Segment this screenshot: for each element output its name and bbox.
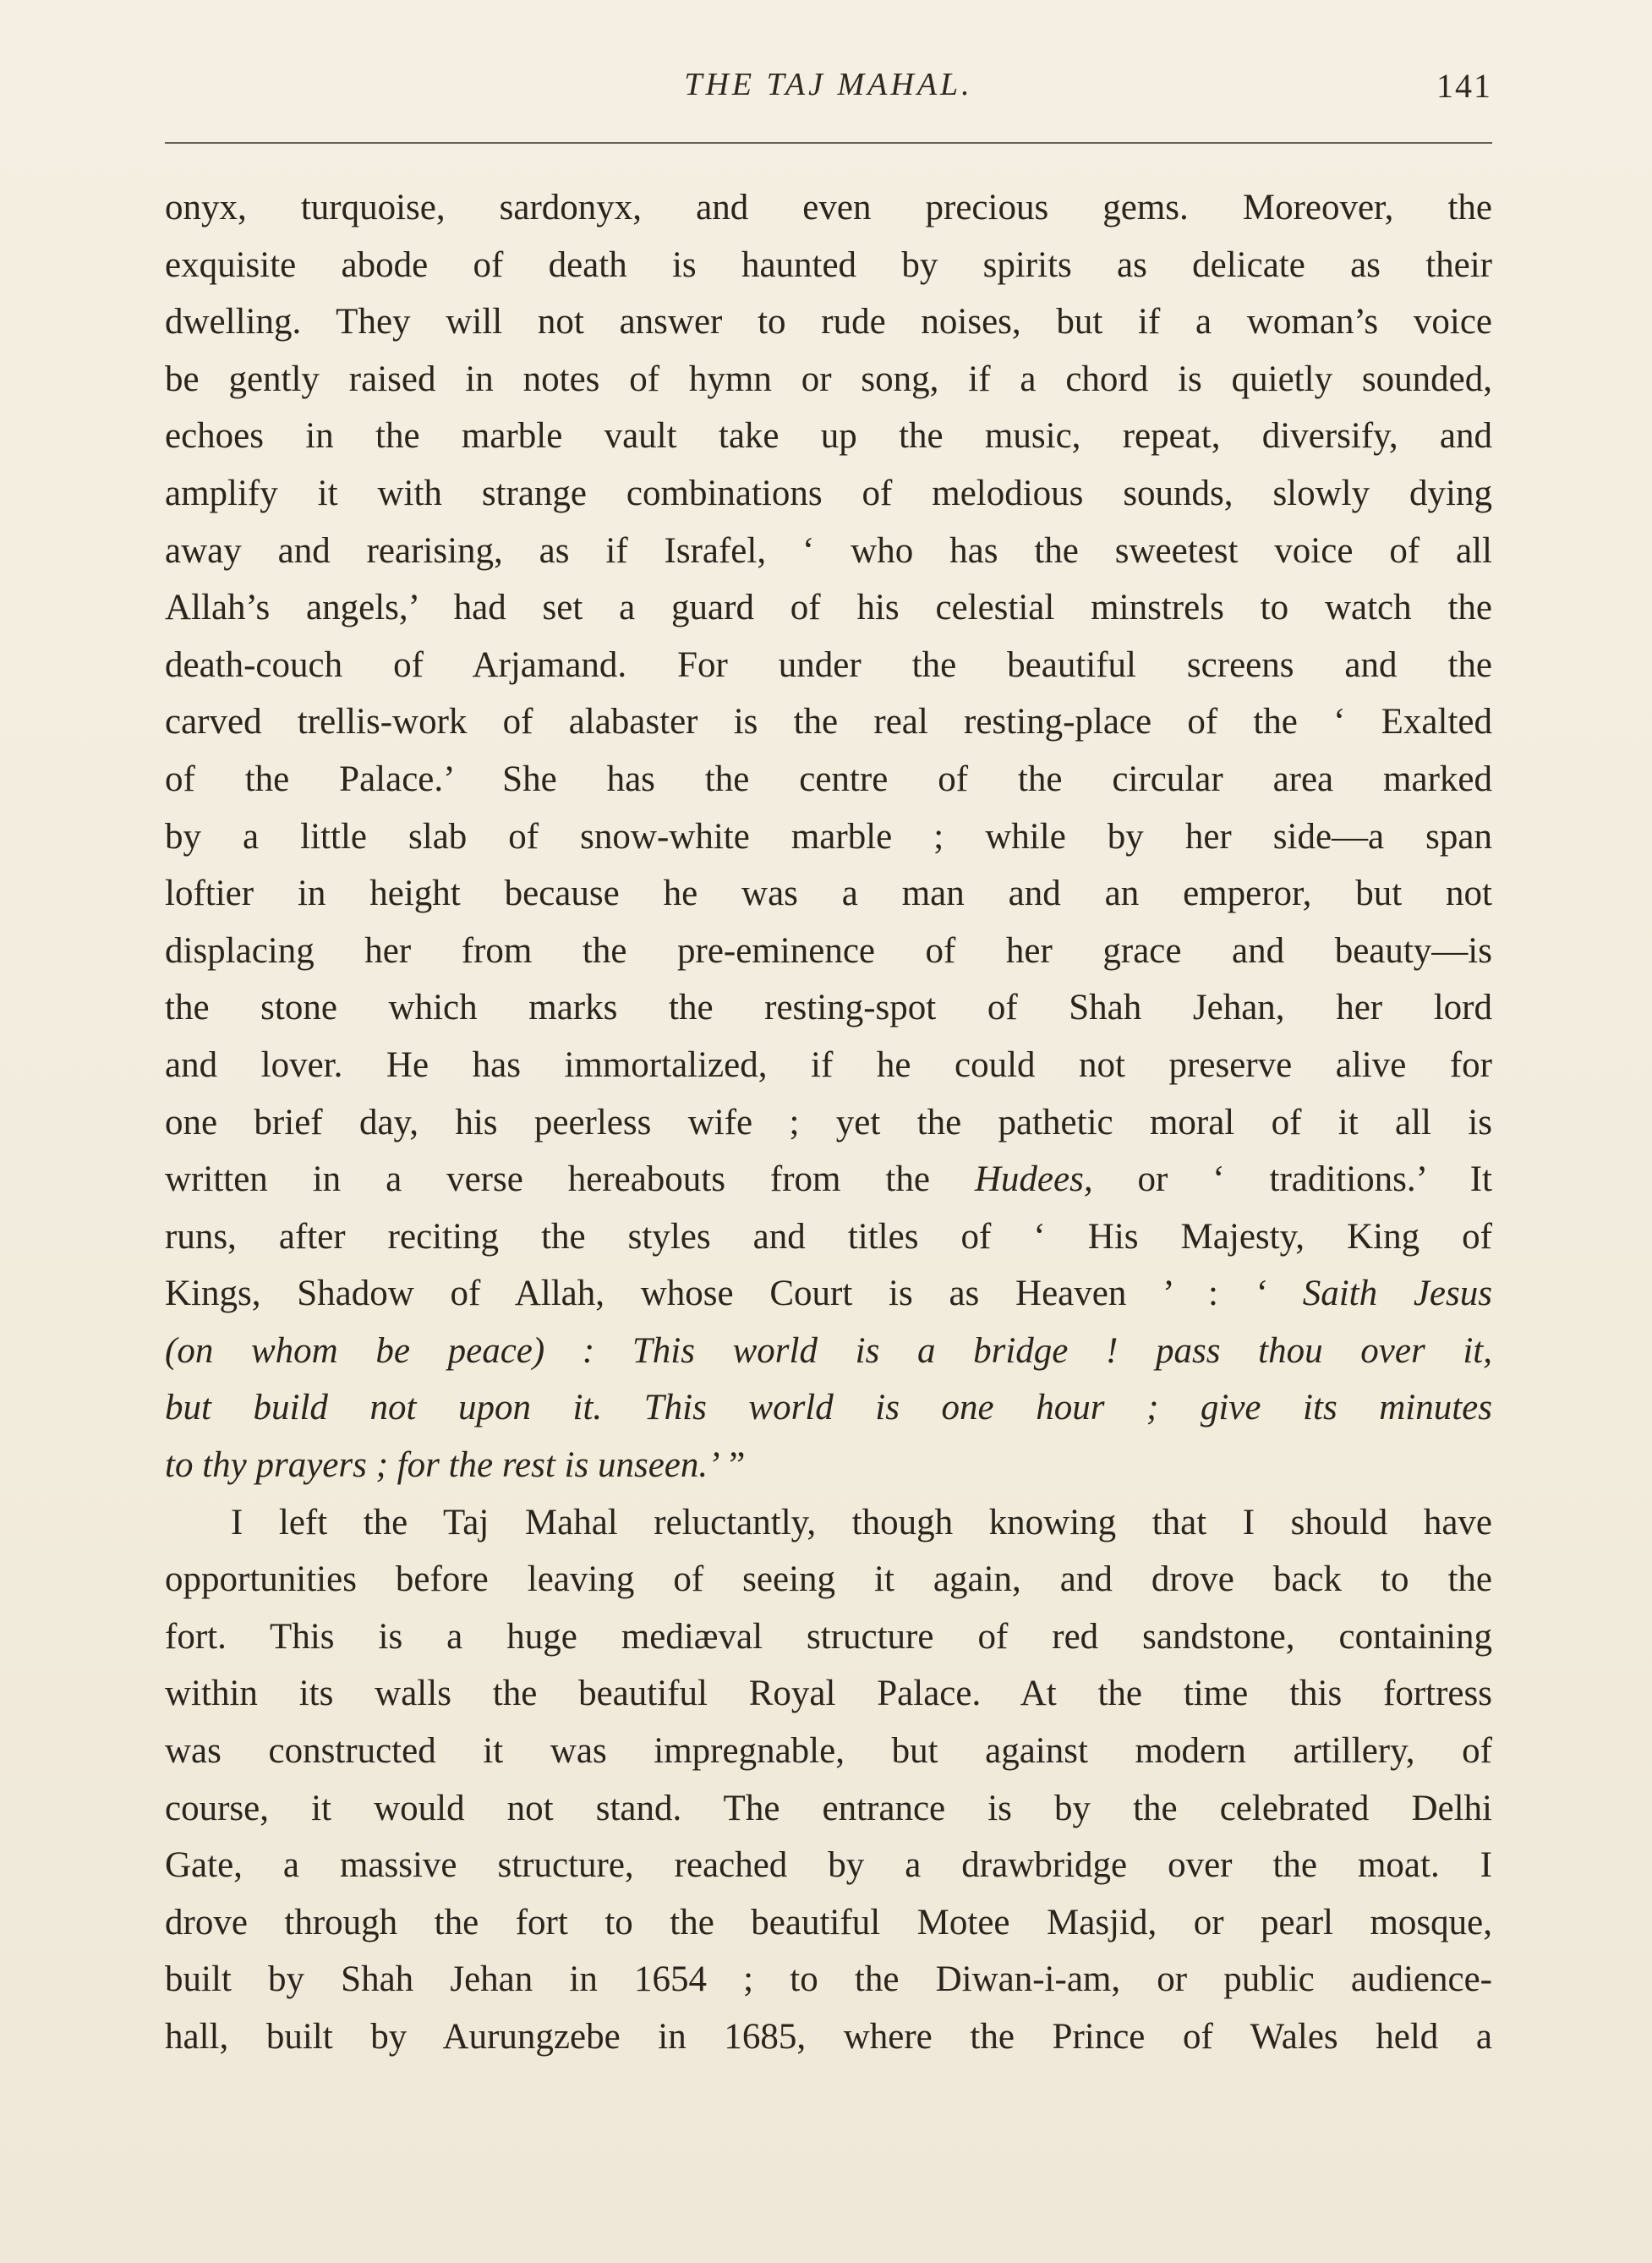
italic-quote: ‘ Saith Jesus: [1254, 1274, 1492, 1314]
text-line: be gently raised in notes of hymn or song, if a chord is quietly sounded,: [165, 359, 1492, 399]
text-line: of the Palace.’ She has the centre of the circular area marked: [165, 759, 1492, 799]
text-line: onyx, turquoise, sardonyx, and even precious gems. Moreover, the: [165, 188, 1492, 227]
text-span: written in a verse hereabouts from the: [165, 1159, 975, 1200]
text-line: loftier in height because he was a man and an emperor, but not: [165, 874, 1492, 914]
italic-quote: (on whom be peace) : This world is a bridge ! pass thou over it,: [165, 1330, 1492, 1371]
text-line: [165, 1151, 1492, 1208]
text-line: echoes in the marble vault take up the music, repeat, diversify, and: [165, 416, 1492, 457]
text-line: [165, 1437, 1492, 1494]
text-line: [165, 1379, 1492, 1437]
text-line: opportunities before leaving of seeing it again, and drove back to the: [165, 1559, 1492, 1600]
text-line: and lover. He has immortalized, if he could not preserve alive for: [165, 1044, 1492, 1085]
text-line: within its walls the beautiful Royal Palace. At the time this fortress: [165, 1674, 1492, 1714]
text-line: Gate, a massive structure, reached by a drawbridge over the moat. I: [165, 1845, 1492, 1886]
text-line: exquisite abode of death is haunted by spirits as delicate as their: [165, 244, 1492, 285]
text-line: [165, 1323, 1492, 1380]
italic-quote: to thy prayers ; for the rest is unseen.’: [165, 1445, 720, 1486]
body-text: [165, 179, 1492, 2066]
text-line: fort. This is a huge mediæval structure of red sandstone, containing: [165, 1616, 1492, 1657]
text-line: course, it would not stand. The entrance is by the celebrated Delhi: [165, 1788, 1492, 1828]
text-line: was constructed it was impregnable, but against modern artillery, of: [165, 1731, 1492, 1772]
text-line: away and rearising, as if Israfel, ‘ who has the sweetest voice of all: [165, 530, 1492, 571]
text-line: hall, built by Aurungzebe in 1685, where the Prince of Wales held a: [165, 2017, 1492, 2057]
text-line: by a little slab of snow-white marble ; while by her side—a span: [165, 816, 1492, 857]
text-line: carved trellis-work of alabaster is the real resting-place of the ‘ Exalted: [165, 702, 1492, 742]
text-line: dwelling. They will not answer to rude noises, but if a woman’s voice: [165, 302, 1492, 342]
paragraph-first-line: I left the Taj Mahal reluctantly, though knowing that I should have: [231, 1502, 1492, 1542]
text-line: one brief day, his peerless wife ; yet the pathetic moral of it all is: [165, 1102, 1492, 1142]
text-span: Kings, Shadow of Allah, whose Court is as Heaven ’ :: [165, 1274, 1255, 1314]
running-title: THE TAJ MAHAL.: [684, 67, 973, 102]
text-line: death-couch of Arjamand. For under the beautiful screens and the: [165, 644, 1492, 685]
text-line: built by Shah Jehan in 1654 ; to the Diwan-i-am, or public audience-: [165, 1959, 1492, 2000]
text-span: or ‘ traditions.’ It: [1092, 1159, 1492, 1200]
text-line: amplify it with strange combinations of melodious sounds, slowly dying: [165, 473, 1492, 513]
italic-quote: but build not upon it. This world is one hour ; give its minutes: [165, 1388, 1492, 1428]
text-line: [165, 1265, 1492, 1323]
text-line: Allah’s angels,’ had set a guard of his celestial minstrels to watch the: [165, 588, 1492, 628]
closing-quote: ”: [719, 1445, 746, 1486]
italic-term-hudees: Hudees,: [974, 1159, 1093, 1200]
page-number: 141: [1436, 67, 1492, 105]
text-line: drove through the fort to the beautiful Motee Masjid, or pearl mosque,: [165, 1902, 1492, 1942]
text-line: displacing her from the pre-eminence of her grace and beauty—is: [165, 930, 1492, 971]
header-rule: [165, 142, 1492, 144]
text-line: the stone which marks the resting-spot of Shah Jehan, her lord: [165, 988, 1492, 1028]
text-line: runs, after reciting the styles and titles of ‘ His Majesty, King of: [165, 1216, 1492, 1257]
running-head: [165, 66, 1492, 117]
